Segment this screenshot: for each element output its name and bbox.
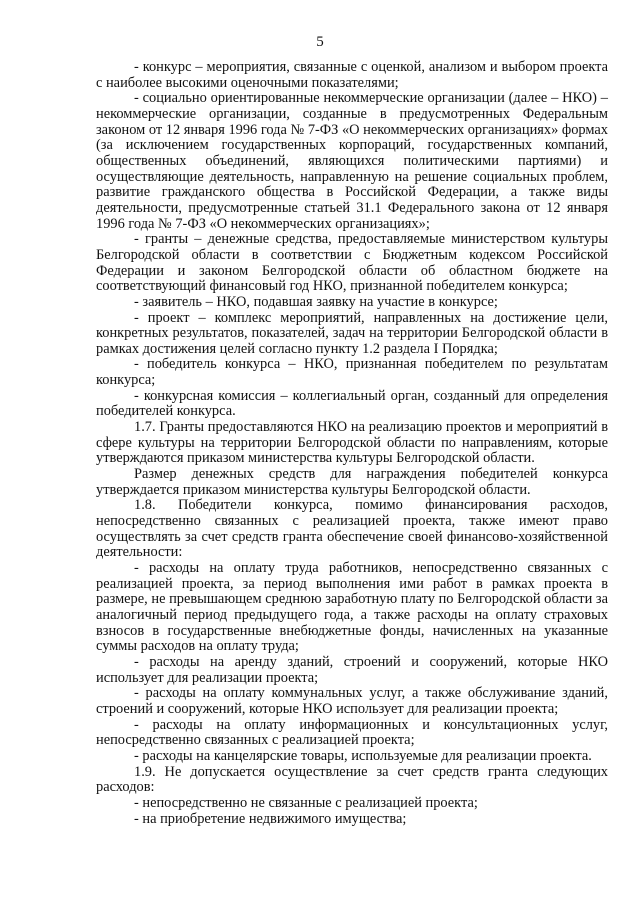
paragraph-1-9: 1.9. Не допускается осуществление за счет средств гранта следующих расходов: [96,763,608,796]
paragraph-definition-applicant: - заявитель – НКО, подавшая заявку на участие в конкурсе; [134,293,498,310]
paragraph-award-amount: Размер денежных средств для награждения победителей конкурса утверждается приказом министерства культуры Белгородской области. [96,466,608,498]
paragraph-expense-utilities: - расходы на оплату коммунальных услуг, а также обслуживание зданий, строений и сооружений, которые НКО использует для реализации проекта; [96,685,608,717]
page-number: 5 [316,34,324,50]
paragraph-definition-winner: - победитель конкурса – НКО, признанная победителем по результатам конкурса; [96,356,608,389]
paragraph-1-8: 1.8. Победители конкурса, помимо финансирования расходов, непосредственно связанных с реализацией проекта, также имеют право осуществлять за счет средств гранта обеспечение своей финансово-хозяйственной деятельности: [96,497,608,561]
paragraph-prohibited-real-estate: - на приобретение недвижимого имущества; [134,810,407,827]
paragraph-definition-nko: - социально ориентированные некоммерческие организации (далее – НКО) – некоммерческие организации, созданные в предусмотренных Федеральным законом от 12 января 1996 года № 7-ФЗ «О некоммерческих организациях» формах (за исключением государственных корпораций, государственных компаний, общественных объединений, являющихся политическими партиями) и осуществляющие деятельность, направленную на решение социальных проблем, развитие гражданского общества в Российской Федерации, а также виды деятельности, предусмотренные статьей 31.1 Федерального закона от 12 января 1996 года № 7-ФЗ «О некоммерческих организациях»; [96,90,608,232]
document-body [96,60,608,827]
paragraph-expense-salary: - расходы на оплату труда работников, непосредственно связанных с реализацией проекта, за период выполнения ими работ в рамках проекта в размере, не превышающем среднюю заработную плату по Белгородской области за аналогичный период предыдущего года, а также расходы на оплату страховых взносов в государственные внебюджетные фонды, начисленных на указанные суммы расходов на оплату труда; [96,560,608,655]
paragraph-definition-grants: - гранты – денежные средства, предоставляемые министерством культуры Белгородской области в соответствии с Бюджетным кодексом Российской Федерации и законом Белгородской области об областном бюджете на соответствующий финансовый год НКО, признанной победителем конкурса; [96,231,608,295]
paragraph-definition-project: - проект – комплекс мероприятий, направленных на достижение цели, конкретных результатов, показателей, задач на территории Белгородской области в рамках достижения целей согласно пункту 1.2 раздела I Порядка; [96,309,608,357]
paragraph-expense-consulting: - расходы на оплату информационных и консультационных услуг, непосредственно связанных с реализацией проекта; [96,716,608,749]
paragraph-expense-rent: - расходы на аренду зданий, строений и сооружений, которые НКО использует для реализации проекта; [96,653,608,686]
paragraph-1-7: 1.7. Гранты предоставляются НКО на реализацию проектов и мероприятий в сфере культуры на территории Белгородской области по направлениям, которые утверждаются приказом министерства культуры Белгородской области. [96,419,608,467]
paragraph-definition-contest: - конкурс – мероприятия, связанные с оценкой, анализом и выбором проекта с наиболее высокими оценочными показателями; [96,59,608,91]
paragraph-definition-commission: - конкурсная комиссия – коллегиальный орган, созданный для определения победителей конкурса. [96,387,608,420]
paragraph-expense-stationery: - расходы на канцелярские товары, используемые для реализации проекта. [134,747,592,764]
paragraph-prohibited-unrelated: - непосредственно не связанные с реализацией проекта; [134,794,478,811]
